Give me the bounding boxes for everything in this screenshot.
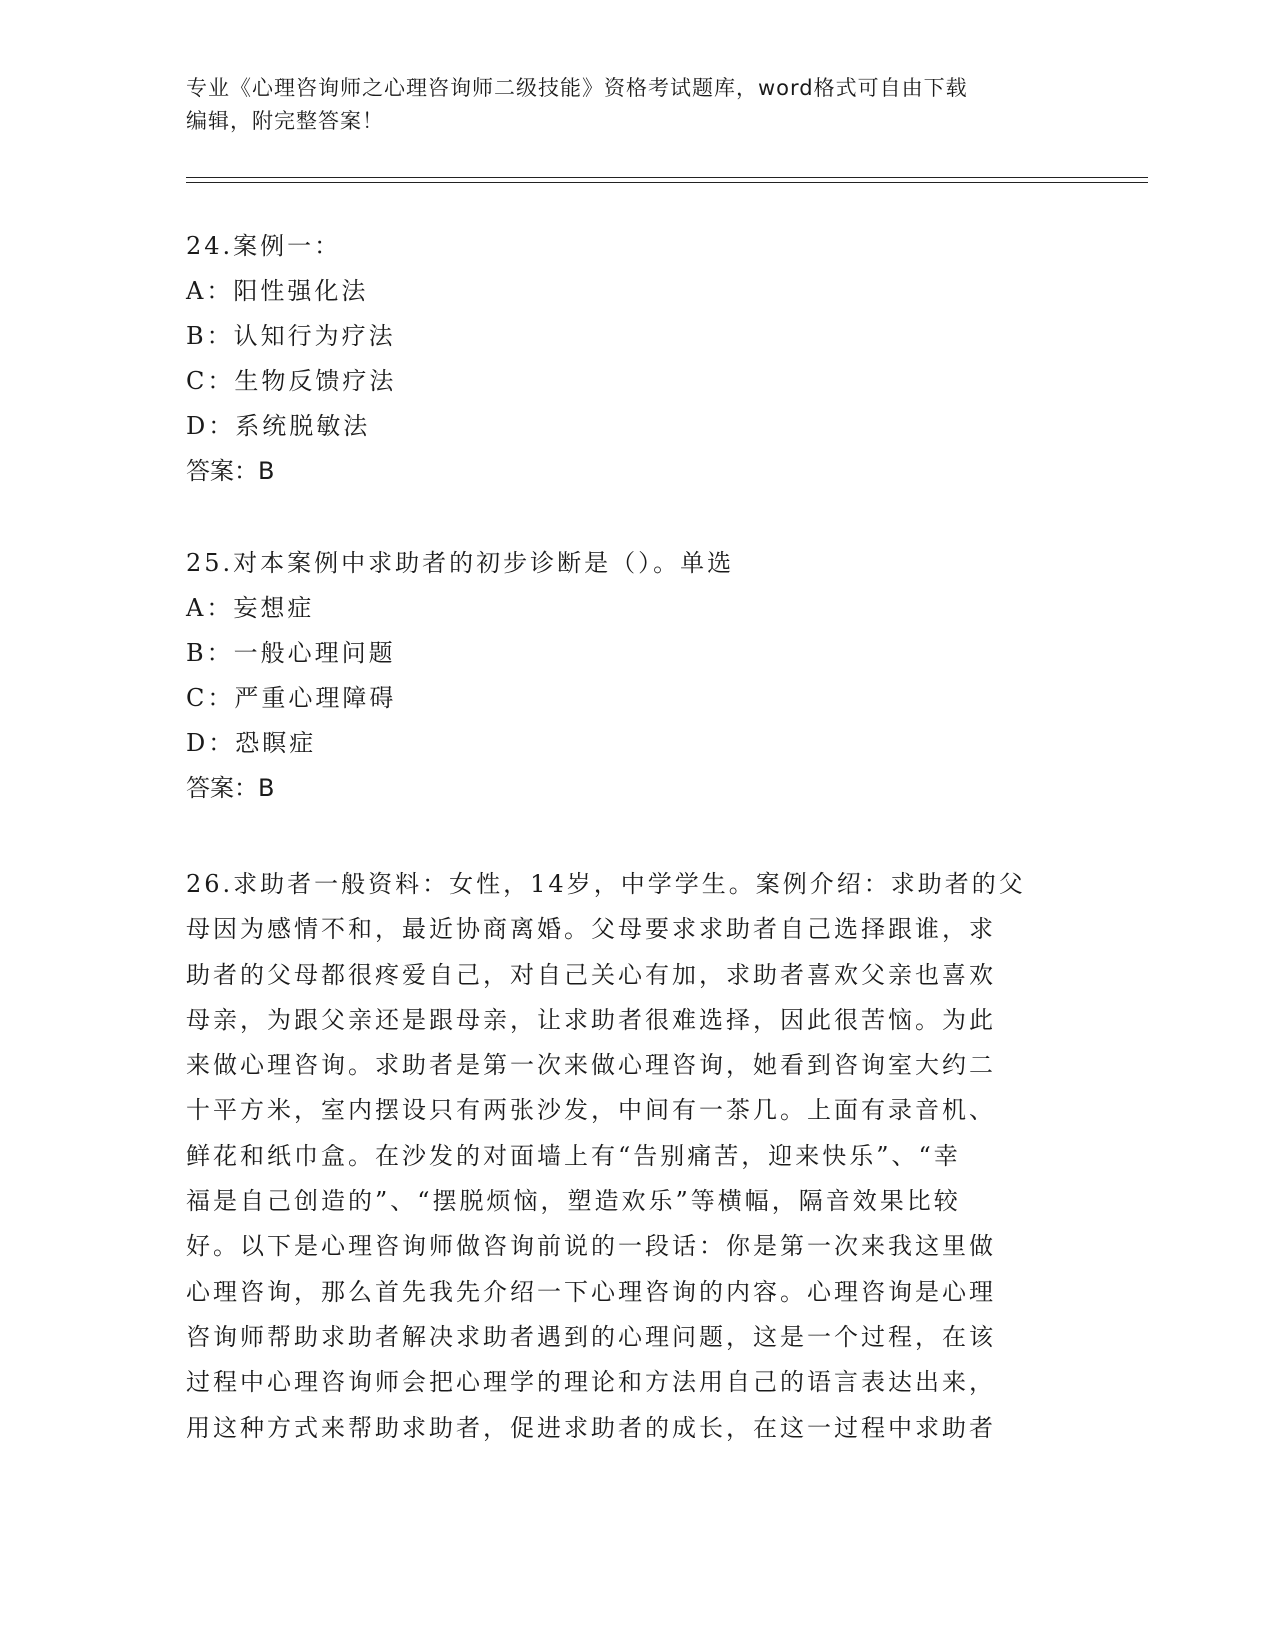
question-24	[186, 224, 1086, 494]
option-d: D：系统脱敏法	[186, 412, 371, 440]
paragraph-line: 过程中心理咨询师会把心理学的理论和方法用自己的语言表达出来，	[186, 1368, 996, 1397]
paragraph-line: 母亲，为跟父亲还是跟母亲，让求助者很难选择，因此很苦恼。为此	[186, 1005, 996, 1034]
header-line-2: 编辑，附完整答案！	[186, 109, 384, 133]
paragraph-line: 用这种方式来帮助求助者，促进求助者的成长，在这一过程中求助者	[186, 1413, 996, 1442]
paragraph-line: 母因为感情不和，最近协商离婚。父母要求求助者自己选择跟谁，求	[186, 915, 996, 944]
option-a: A：妄想症	[186, 594, 315, 622]
paragraph-line: 鲜花和纸巾盒。在沙发的对面墙上有“告别痛苦，迎来快乐”、“幸	[186, 1141, 961, 1170]
option-c: C：严重心理障碍	[186, 684, 397, 712]
paragraph-line: 福是自己创造的”、“摆脱烦恼，塑造欢乐”等横幅，隔音效果比较	[186, 1187, 961, 1216]
document-header	[186, 72, 1066, 138]
question-26	[186, 862, 1086, 1451]
option-b: B：一般心理问题	[186, 639, 396, 667]
option-d: D：恐瞑症	[186, 729, 317, 757]
header-divider-bottom	[186, 182, 1148, 183]
question-stem: 24.案例一：	[186, 232, 342, 260]
paragraph-line: 好。以下是心理咨询师做咨询前说的一段话：你是第一次来我这里做	[186, 1232, 996, 1261]
paragraph-line: 十平方米，室内摆设只有两张沙发，中间有一茶几。上面有录音机、	[186, 1096, 996, 1125]
option-c: C：生物反馈疗法	[186, 367, 397, 395]
header-line-1: 专业《心理咨询师之心理咨询师二级技能》资格考试题库，word格式可自由下载	[186, 76, 968, 100]
header-divider-top	[186, 177, 1148, 178]
paragraph-line: 26.求助者一般资料：女性，14岁，中学学生。案例介绍：求助者的父	[186, 870, 1026, 898]
paragraph-line: 心理咨询，那么首先我先介绍一下心理咨询的内容。心理咨询是心理	[186, 1277, 996, 1306]
answer-line: 答案：B	[186, 774, 275, 802]
option-a: A：阳性强化法	[186, 277, 369, 305]
paragraph-line: 来做心理咨询。求助者是第一次来做心理咨询，她看到咨询室大约二	[186, 1051, 996, 1080]
question-stem: 25.对本案例中求助者的初步诊断是（）。单选	[186, 549, 735, 577]
question-25	[186, 541, 1086, 811]
option-b: B：认知行为疗法	[186, 322, 396, 350]
paragraph-line: 咨询师帮助求助者解决求助者遇到的心理问题，这是一个过程，在该	[186, 1322, 996, 1351]
answer-line: 答案：B	[186, 457, 275, 485]
paragraph-line: 助者的父母都很疼爱自己，对自己关心有加，求助者喜欢父亲也喜欢	[186, 960, 996, 989]
case-paragraph	[186, 862, 1086, 1451]
